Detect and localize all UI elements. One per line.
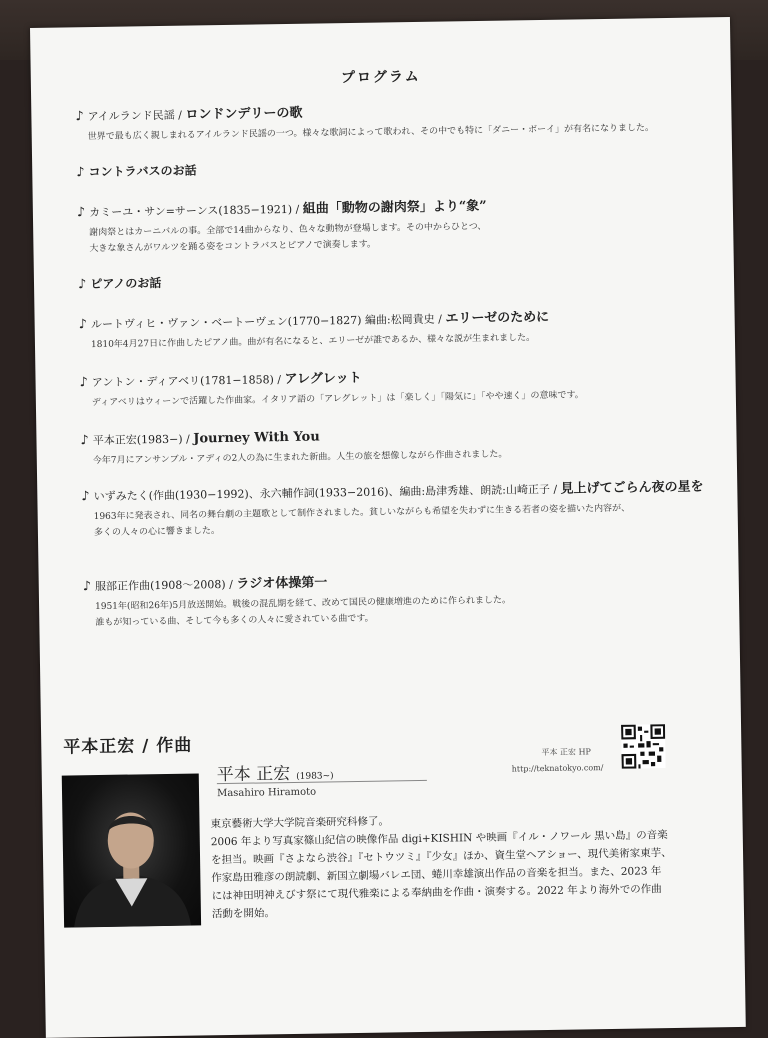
homepage-url[interactable]: http://teknatokyo.com/ (511, 763, 604, 774)
bio-line: 2006 年より写真家篠山紀信の映像作品 digi+KISHIN や映画『イル・ノワール 黒い島』の音楽 (210, 829, 668, 849)
item-composer: 平本正宏(1983−) (92, 432, 183, 448)
item-composer: アイルランド民謡 (87, 108, 175, 124)
item-title: エリーゼのために (445, 309, 550, 327)
music-note-icon: ♪ (76, 205, 86, 221)
music-note-icon: ♪ (79, 375, 88, 391)
music-note-icon: ♪ (77, 277, 87, 293)
item-composer: ルートヴィヒ・ヴァン・ベートーヴェン(1770−1827) 編曲:松岡貴史 (90, 312, 435, 332)
composer-name: 平本 正宏 (1983~) (216, 764, 334, 786)
program-item: ♪ いずみたく(作曲(1930−1992)、永六輔作詞(1933−2016)、編曲:島津秀雄、朗読:山崎正子 / 見上げてごらん夜の星を 1963年に発表され、同名の舞台劇の主題歌として制作されました。貧しいながらも希望を失わずに生きる若者の姿を描いた内容が、 多くの人々の心に響きました。 (81, 480, 702, 542)
item-desc: 謝肉祭とはカーニバルの事。全部で14曲からなり、色々な動物が登場します。その中からひとつ、 (89, 221, 487, 239)
bio-line: を担当。映画『さよなら渋谷』『セトウツミ』『少女』ほか、資生堂ヘアショー、現代美術家東芋、 (211, 847, 672, 867)
section-label: ピアノのお話 (90, 275, 162, 292)
item-composer: 服部正作曲(1908〜2008) (94, 577, 226, 594)
music-note-icon: ♪ (75, 109, 84, 125)
item-desc: 1951年(昭和26年)5月放送開始。戦後の混乱期を経て、改めて国民の健康増進のために作られました。 (95, 595, 512, 613)
music-note-icon: ♪ (82, 579, 92, 595)
section-heading (78, 268, 698, 293)
item-desc: 1963年に発表され、同名の舞台劇の主題歌として制作されました。貧しいながらも希望を失わずに生きる若者の姿を描いた内容が、 (93, 503, 631, 523)
section-label: コントラバスのお話 (88, 163, 197, 180)
item-desc: 1810年4月27日に作曲したピアノ曲。曲が有名になると、エリーゼが誰であるか、様々な説が生まれました。 (90, 333, 536, 351)
program-sheet (30, 17, 746, 1038)
program-item: ♪ ルートヴィヒ・ヴァン・ベートーヴェン(1770−1827) 編曲:松岡貴史 / エリーゼのために 1810年4月27日に作曲したピアノ曲。曲が有名になると、エリーゼが誰であるか、様々な説が生まれました。 (79, 308, 699, 354)
music-note-icon: ♪ (78, 317, 88, 333)
item-desc: 多くの人々の心に響きました。 (93, 526, 221, 539)
composer-name-english: Masahiro Hiramoto (216, 786, 317, 800)
item-composer: カミーユ・サン=サーンス(1835−1921) (89, 202, 293, 220)
program-item: ♪ カミーユ・サン=サーンス(1835−1921) / 組曲「動物の謝肉祭」より“象” 謝肉祭とはカーニバルの事。全部で14曲からなり、色々な動物が登場します。その中からひとつ、 大きな象さんがワルツを踊る姿をコントラバスとピアノで演奏します。 (77, 196, 698, 258)
section-heading (76, 156, 696, 181)
music-note-icon: ♪ (80, 433, 89, 449)
program-item: ♪ 服部正作曲(1908〜2008) / ラジオ体操第一 1951年(昭和26年)5月放送開始。戦後の混乱期を経て、改めて国民の健康増進のために作られました。 誰もが知っている曲、そして今も多くの人々に愛されている曲です。 (83, 570, 704, 632)
item-title: アレグレット (284, 370, 362, 388)
bio-line: 作家島田雅彦の朗読劇、新国立劇場バレエ団、蜷川幸雄演出作品の音楽を担当。また、2023 年 (211, 865, 662, 885)
item-title: 組曲「動物の謝肉祭」より“象” (302, 198, 487, 217)
item-composer: いずみたく(作曲(1930−1992)、永六輔作詞(1933−2016)、編曲:島津秀雄、朗読:山崎正子 (93, 482, 550, 504)
homepage-label: 平本 正宏 HP (541, 747, 591, 758)
bio-line: 活動を開始。 (211, 907, 276, 921)
item-composer: アントン・ディアベリ(1781−1858) (91, 373, 274, 390)
program-title: プログラム (340, 68, 421, 87)
item-title: ロンドンデリーの歌 (185, 105, 303, 123)
program-item: ♪ アイルランド民謡 / ロンドンデリーの歌 世界で最も広く親しまれるアイルランド民謡の一つ。様々な歌詞によって歌われ、その中でも特に「ダニー・ボーイ」が有名になりました。 (75, 100, 695, 146)
item-desc: ディアベリはウィーンで活躍した作曲家。イタリア語の「アレグレット」は「楽しく」「陽気に」「やや速く」の意味です。 (91, 390, 584, 409)
program-item: ♪ アントン・ディアベリ(1781−1858) / アレグレット ディアベリはウィーンで活躍した作曲家。イタリア語の「アレグレット」は「楽しく」「陽気に」「やや速く」の意味です。 (79, 366, 699, 412)
music-note-icon: ♪ (76, 165, 85, 181)
item-desc: 世界で最も広く親しまれるアイルランド民謡の一つ。様々な歌詞によって歌われ、その中でも特に「ダニー・ボーイ」が有名になりました。 (87, 123, 655, 143)
program-item: ♪ 平本正宏(1983−) / Journey With You 今年7月にアンサンブル・アディの2人の為に生まれた新曲。人生の旅を想像しながら作曲されました。 (80, 424, 700, 470)
item-desc: 誰もが知っている曲、そして今も多くの人々に愛されている曲です。 (95, 613, 374, 629)
item-title: ラジオ体操第一 (236, 575, 328, 592)
composer-bio (210, 807, 712, 923)
bio-line: 東京藝術大学大学院音楽研究科修了。 (210, 815, 390, 831)
composer-heading: 平本正宏 / 作曲 (63, 735, 193, 758)
music-note-icon: ♪ (81, 489, 90, 505)
item-title: 見上げてごらん夜の星を (560, 479, 704, 497)
item-desc: 大きな象さんがワルツを踊る姿をコントラバスとピアノで演奏します。 (89, 239, 377, 255)
item-desc: 今年7月にアンサンブル・アディの2人の為に生まれた新曲。人生の旅を想像しながら作曲されました。 (92, 449, 508, 467)
item-title: Journey With You (193, 429, 320, 447)
qr-code-icon[interactable] (621, 724, 666, 769)
composer-years: (1983~) (296, 771, 334, 782)
composer-photo (62, 773, 201, 927)
bio-line: には神田明神えびす祭にて現代雅楽による奉納曲を作曲・演奏する。2022 年より海外での作曲 (211, 883, 662, 903)
